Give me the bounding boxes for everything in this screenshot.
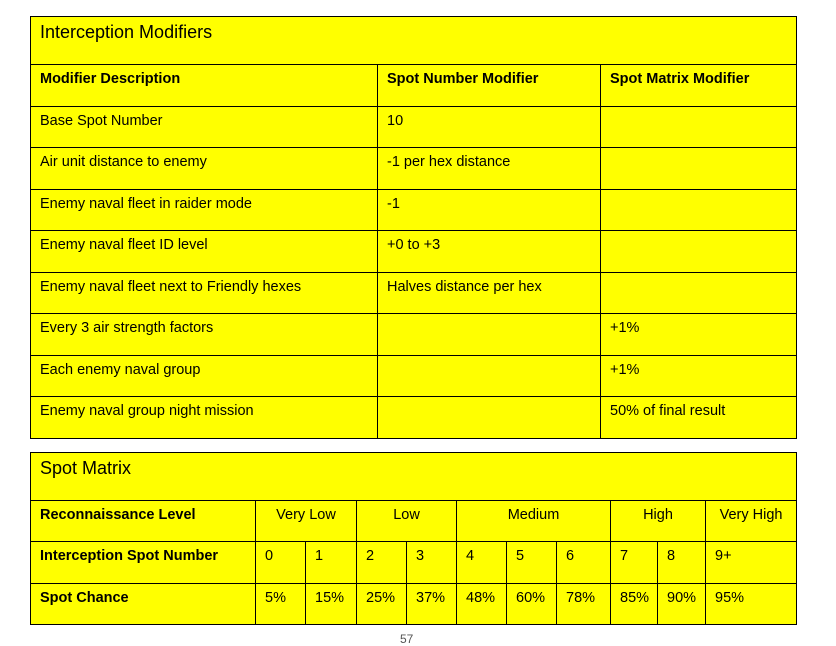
modifier-description: Enemy naval fleet ID level	[31, 231, 378, 273]
spot-number-cell: 3	[407, 542, 457, 584]
recon-level-row	[31, 501, 797, 542]
spot-number-modifier: +0 to +3	[378, 231, 601, 273]
spot-matrix-modifier	[601, 190, 797, 231]
spot-chance-cell: 25%	[357, 584, 407, 625]
modifier-description: Every 3 air strength factors	[31, 314, 378, 356]
table-row	[31, 314, 797, 356]
spot-number-cell: 6	[557, 542, 611, 584]
spot-number-cell: 5	[507, 542, 557, 584]
spot-matrix-modifier	[601, 273, 797, 314]
level-high: High	[611, 501, 706, 542]
spot-matrix-modifier: +1%	[601, 314, 797, 356]
modifier-description: Each enemy naval group	[31, 356, 378, 397]
header-modifier-description: Modifier Description	[31, 65, 378, 107]
level-medium: Medium	[457, 501, 611, 542]
modifier-description: Enemy naval group night mission	[31, 397, 378, 439]
level-very-low: Very Low	[256, 501, 357, 542]
level-very-high: Very High	[706, 501, 797, 542]
spot-number-modifier: Halves distance per hex	[378, 273, 601, 314]
spot-number-row	[31, 542, 797, 584]
spot-chance-cell: 95%	[706, 584, 797, 625]
spot-number-modifier: 10	[378, 107, 601, 148]
spot-number-cell: 0	[256, 542, 306, 584]
spot-number-cell: 7	[611, 542, 658, 584]
spot-matrix-modifier	[601, 107, 797, 148]
spot-number-cell: 9+	[706, 542, 797, 584]
spot-matrix-title: Spot Matrix	[31, 453, 797, 501]
spot-chance-cell: 5%	[256, 584, 306, 625]
spot-chance-label: Spot Chance	[31, 584, 256, 625]
spot-number-cell: 1	[306, 542, 357, 584]
modifier-description: Enemy naval fleet in raider mode	[31, 190, 378, 231]
spot-matrix-modifier: 50% of final result	[601, 397, 797, 439]
spot-number-modifier	[378, 356, 601, 397]
level-low: Low	[357, 501, 457, 542]
spot-matrix-modifier	[601, 148, 797, 190]
spot-chance-cell: 48%	[457, 584, 507, 625]
spot-number-cell: 8	[658, 542, 706, 584]
spot-chance-cell: 90%	[658, 584, 706, 625]
spot-chance-cell: 60%	[507, 584, 557, 625]
modifier-description: Base Spot Number	[31, 107, 378, 148]
spot-number-modifier: -1	[378, 190, 601, 231]
spot-number-cell: 4	[457, 542, 507, 584]
spot-chance-cell: 37%	[407, 584, 457, 625]
interception-modifiers-table	[30, 16, 797, 439]
table-row	[31, 273, 797, 314]
table-row	[31, 231, 797, 273]
table-row	[31, 148, 797, 190]
spot-number-modifier	[378, 397, 601, 439]
table-row	[31, 107, 797, 148]
table-row	[31, 190, 797, 231]
spot-chance-row	[31, 584, 797, 625]
table-row	[31, 397, 797, 439]
spot-chance-cell: 78%	[557, 584, 611, 625]
spot-number-label: Interception Spot Number	[31, 542, 256, 584]
spot-matrix-table	[30, 452, 797, 625]
header-spot-matrix-modifier: Spot Matrix Modifier	[601, 65, 797, 107]
spot-number-modifier	[378, 314, 601, 356]
spot-number-modifier: -1 per hex distance	[378, 148, 601, 190]
interception-title: Interception Modifiers	[31, 17, 797, 65]
header-spot-number-modifier: Spot Number Modifier	[378, 65, 601, 107]
page-number: 57	[400, 632, 414, 646]
modifier-description: Enemy naval fleet next to Friendly hexes	[31, 273, 378, 314]
spot-chance-cell: 15%	[306, 584, 357, 625]
table-row	[31, 356, 797, 397]
modifier-description: Air unit distance to enemy	[31, 148, 378, 190]
spot-matrix-modifier	[601, 231, 797, 273]
recon-level-label: Reconnaissance Level	[31, 501, 256, 542]
spot-chance-cell: 85%	[611, 584, 658, 625]
spot-number-cell: 2	[357, 542, 407, 584]
spot-matrix-modifier: +1%	[601, 356, 797, 397]
